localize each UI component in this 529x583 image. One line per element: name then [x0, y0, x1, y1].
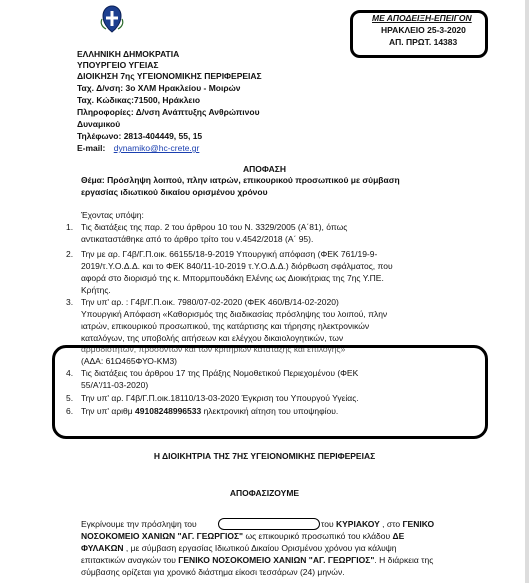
decision-heading: ΑΠΟΦΑΣΙΖΟΥΜΕ: [229, 488, 300, 498]
body-text: , στο: [379, 519, 403, 529]
father-name: ΚΥΡΙΑΚΟΥ: [335, 519, 380, 529]
email-link[interactable]: dynamiko@hc-crete.gr: [113, 143, 200, 153]
item-text-part: ηλεκτρονική αίτηση του υποψηφίου.: [201, 406, 339, 416]
greek-emblem-icon: [100, 5, 124, 33]
item-text: αντικαταστάθηκε από το άρθρο τρίτο του ν.4542/2018 (Α΄ 95).: [81, 234, 314, 244]
body-line1-rest: [321, 519, 434, 530]
having-considered: Έχοντας υπόψη:: [81, 210, 144, 220]
item-text: Την υπ' αρ. : Γ4β/Γ.Π.οικ. 7980/07-02-2020 (ΦΕΚ 460/Β/14-02-2020): [81, 297, 339, 307]
item-text: καταλόγων, της υποβολής αιτήσεων και ελέγχου δικαιολογητικών, των: [81, 333, 344, 343]
document-title: ΑΠΟΦΑΣΗ: [242, 164, 286, 174]
sender-postcode: Ταχ. Κώδικας:71500, Ηράκλειο: [77, 95, 201, 105]
item-text: Τις διατάξεις του άρθρου 17 της Πράξης Νομοθετικού Περιεχομένου (ΦΕΚ: [81, 368, 359, 378]
hospital-name: ΓΕΝΙΚΟ ΝΟΣΟΚΟΜΕΙΟ ΧΑΝΙΩΝ "ΑΓ. ΓΕΩΡΓΙΟΣ": [178, 555, 375, 565]
body-line3: [81, 543, 397, 554]
sender-info-line2: Δυναμικού: [77, 119, 121, 129]
body-text: επιτακτικών αναγκών του: [81, 555, 179, 565]
item-number: 4.: [66, 368, 74, 378]
item-text: αφορά στο διορισμό της κ. Μπορμπουδάκη Ελένης ως Διοικήτριας της 7ης Υ.ΠΕ.: [81, 273, 384, 283]
item-text: Την με αρ. Γ4β/Γ.Π.οικ. 66155/18-9-2019 Υπουργική απόφαση (ΦΕΚ 761/19-9-: [81, 249, 378, 259]
item-text: ιατρών, επικουρικού προσωπικού, της κατάρτισης και τήρησης ηλεκτρονικών: [81, 321, 370, 331]
item-text: Υπουργική Απόφαση «Καθορισμός της διαδικασίας πρόσληψης του λοιπού, πλην: [81, 309, 388, 319]
protocol-number: ΑΠ. ΠΡΩΤ. 14383: [389, 37, 458, 47]
item-text: 2019/τ.Υ.Ο.Δ.Δ. και το ΦΕΚ 840/11-10-2019 τ.Υ.Ο.Δ.Δ.) διόρθωση σφάλματος, που: [81, 261, 393, 271]
subject-line2: εργασίας ιδιωτικού δικαίου ορισμένου χρόνου: [81, 187, 268, 197]
body-line2: [81, 531, 404, 542]
sender-email-row: [77, 143, 199, 154]
body-text: ως επικουρικό προσωπικό του κλάδου: [243, 531, 393, 541]
item-text-part: Την υπ' αριθμ: [81, 406, 136, 416]
sender-address: Ταχ. Δ/νση: 3ο ΧΛΜ Ηρακλείου - Μοιρών: [77, 83, 241, 93]
item-number: 5.: [66, 393, 74, 403]
stamp-line: ΜΕ ΑΠΟΔΕΙΞΗ-ΕΠΕΙΓΟΝ: [372, 13, 472, 23]
subject-line1: Θέμα: Πρόσληψη λοιπού, πλην ιατρών, επικουρικού προσωπικού με σύμβαση: [81, 175, 400, 185]
application-number: 49108248996533: [135, 406, 202, 416]
item-text: Την υπ' αρ. Γ4β/Γ.Π.οικ.18110/13-03-2020 Έγκριση του Υπουργού Υγείας.: [81, 393, 359, 403]
hospital-name: ΓΕΝΙΚΟ: [402, 519, 435, 529]
item-text: Τις διατάξεις της παρ. 2 του άρθρου 10 του Ν. 3329/2005 (Α΄81), όπως: [81, 222, 348, 232]
item-text: (ΑΔΑ: 61Ω465ΦΥΟ-ΚΜ3): [81, 356, 178, 366]
item-text: [81, 406, 338, 417]
item-number: 3.: [66, 297, 74, 307]
sender-line3: ΔΙΟΙΚΗΣΗ 7ης ΥΓΕΙΟΝΟΜΙΚΗΣ ΠΕΡΙΦΕΡΕΙΑΣ: [77, 71, 262, 81]
job-category: ΦΥΛΑΚΩΝ: [81, 543, 124, 553]
item-text: 55/Α'/11-03-2020): [81, 380, 149, 390]
sender-line2: ΥΠΟΥΡΓΕΙΟ ΥΓΕΙΑΣ: [77, 60, 159, 70]
body-text: Εγκρίνουμε την πρόσληψη του: [81, 519, 197, 529]
email-label: E-mail:: [77, 143, 106, 153]
place-date: ΗΡΑΚΛΕΙΟ 25-3-2020: [381, 25, 466, 35]
sender-info-line1: Πληροφορίες: Δ/νση Ανάπτυξης Ανθρώπινου: [77, 107, 260, 117]
item-number: 6.: [66, 406, 74, 416]
body-text: . Η διάρκεια της: [374, 555, 434, 565]
redacted-name: [218, 518, 320, 530]
sender-phone: Τηλέφωνο: 2813-404449, 55, 15: [77, 131, 203, 141]
job-category: ΔΕ: [392, 531, 405, 541]
body-line5: σύμβασης ορίζεται για χρονικό διάστημα είκοσι τεσσάρων (24) μηνών.: [81, 567, 345, 577]
highlight-box-items: [52, 345, 488, 439]
body-text: του: [321, 519, 336, 529]
item-text: Κρήτης.: [81, 285, 111, 295]
authority-heading: Η ΔΙΟΙΚΗΤΡΙΑ ΤΗΣ 7ΗΣ ΥΓΕΙΟΝΟΜΙΚΗΣ ΠΕΡΙΦΕΡΕΙΑΣ: [153, 451, 376, 461]
item-number: 1.: [66, 222, 74, 232]
sender-line1: ΕΛΛΗΝΙΚΗ ΔΗΜΟΚΡΑΤΙΑ: [77, 49, 180, 59]
body-line1: [81, 519, 197, 530]
item-number: 2.: [66, 249, 74, 259]
body-line4: [81, 555, 433, 566]
item-text: αρμοδιοτήτων, προσόντων και των κριτηρίων κατάταξης και επιλογής»: [81, 344, 346, 354]
page-edge: [525, 0, 529, 583]
hospital-name: ΝΟΣΟΚΟΜΕΙΟ ΧΑΝΙΩΝ "ΑΓ. ΓΕΩΡΓΙΟΣ": [81, 531, 244, 541]
body-text: , με σύμβαση εργασίας Ιδιωτικού Δικαίου Ορισμένου χρόνου για κάλυψη: [123, 543, 397, 553]
